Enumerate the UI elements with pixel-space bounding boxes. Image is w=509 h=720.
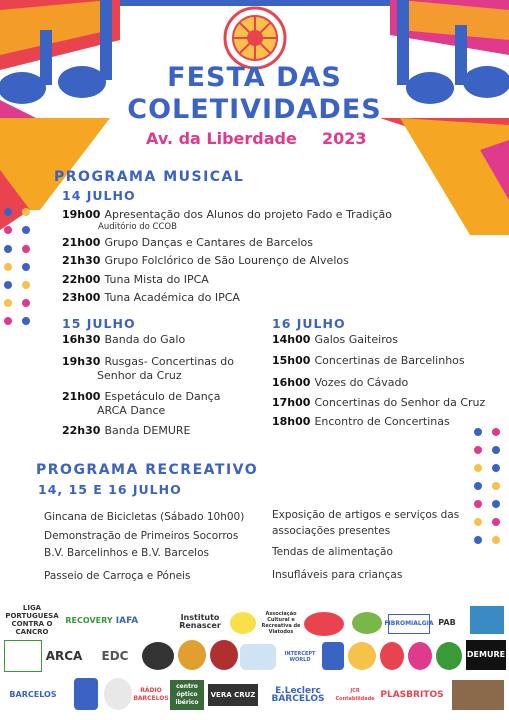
day3-item <box>272 415 450 429</box>
day1-item <box>62 273 209 287</box>
recreativo-right-item: Tendas de alimentação <box>272 546 393 558</box>
sponsor-logo-iafa: IAFA <box>115 616 139 626</box>
item-text: Grupo Folclórico de São Lourenço de Alvelos <box>104 254 349 267</box>
item-time: 16h00 <box>272 376 311 389</box>
sponsor-logo-grey-seal <box>104 678 132 710</box>
subtitle-year: 2023 <box>322 129 367 148</box>
item-text: Vozes do Cávado <box>314 376 409 389</box>
sponsor-logo-crest-blue <box>322 642 344 670</box>
item-text: Apresentação dos Alunos do projeto Fado e Tradição <box>104 208 392 221</box>
day1-item <box>62 291 240 305</box>
day2-item <box>62 390 220 404</box>
item-time: 15h00 <box>272 354 311 367</box>
sponsor-logo-recovery: RECOVERY <box>65 616 113 625</box>
item-text: Concertinas de Barcelinhos <box>314 354 465 367</box>
sponsor-logo-green-seal <box>352 612 382 634</box>
day2-item <box>62 355 234 369</box>
item-time: 19h00 <box>62 208 101 221</box>
musical-heading: PROGRAMA MUSICAL <box>54 169 245 185</box>
item-time: 22h00 <box>62 273 101 286</box>
day1-label: 14 JULHO <box>62 188 136 203</box>
sponsor-logo-centro-optico: centro óptico ibérico <box>170 680 204 710</box>
recreativo-heading: PROGRAMA RECREATIVO <box>36 462 259 478</box>
item-time: 21h00 <box>62 390 101 403</box>
sponsor-logo-green-box <box>4 640 42 672</box>
day1-venue: Auditório do CCOB <box>98 222 177 232</box>
day3-item <box>272 333 398 347</box>
item-time: 19h30 <box>62 355 101 368</box>
sponsor-logo-plasbritos: PLASBRITOS <box>380 690 444 700</box>
sponsor-logo-yellow-seal <box>348 642 376 670</box>
day3-item <box>272 396 485 410</box>
sponsor-logo-photo <box>452 680 504 710</box>
sponsor-logo-edc: EDC <box>101 649 129 663</box>
sponsor-logo-light-blue <box>240 644 276 670</box>
day1-item <box>62 208 392 222</box>
item-text: Banda DEMURE <box>104 424 191 437</box>
sponsor-logo-blue-badge <box>470 606 504 634</box>
item-text: Rusgas- Concertinas do <box>104 355 234 368</box>
sponsor-logo-leclerc: E.Leclerc BARCELOS <box>271 686 325 704</box>
item-text: Galos Gaiteiros <box>314 333 398 346</box>
recreativo-right-item: Insufláveis para crianças <box>272 569 403 581</box>
sponsor-logo-barcelos: BARCELOS <box>9 690 57 699</box>
item-time: 18h00 <box>272 415 311 428</box>
sponsor-logo-barcelos-club <box>210 640 238 670</box>
day3-item <box>272 354 465 368</box>
item-time: 17h00 <box>272 396 311 409</box>
sponsor-logo-fibromialgia: FIBROMIALGIA <box>388 614 430 634</box>
item-text: Espetáculo de Dança <box>104 390 221 403</box>
sponsor-logo-vera-cruz: VERA CRUZ <box>208 684 258 706</box>
item-time: 21h30 <box>62 254 101 267</box>
sponsor-logo-red-seal-2 <box>380 642 404 670</box>
sponsor-logo-intercept: INTERCEPT WORLD <box>284 651 316 663</box>
left-dot-grid <box>4 208 30 325</box>
item-time: 16h30 <box>62 333 101 346</box>
sponsor-logo-lpcc: LIGA PORTUGUESA CONTRA O CANCRO <box>5 604 59 636</box>
sponsor-logo-heart <box>142 642 174 670</box>
item-time: 23h00 <box>62 291 101 304</box>
recreativo-left-item: Demonstração de Primeiros Socorros <box>44 530 239 542</box>
item-time: 14h00 <box>272 333 311 346</box>
item-text: Tuna Mista do IPCA <box>104 273 209 286</box>
day3-label: 16 JULHO <box>272 316 346 331</box>
item-text: Encontro de Concertinas <box>314 415 450 428</box>
sponsor-logo-radio-barcelos: RÁDIO BARCELOS <box>133 687 169 702</box>
sponsor-logo-red-seal <box>304 612 344 636</box>
item-time: 21h00 <box>62 236 101 249</box>
sponsor-logo-demure: DEMURE <box>466 640 506 670</box>
day3-item <box>272 376 408 390</box>
recreativo-left-item: B.V. Barcelinhos e B.V. Barcelos <box>44 547 209 559</box>
festival-emblem-logo <box>225 8 285 68</box>
day1-item <box>62 254 349 268</box>
sponsor-logo-jcr: JCR Contabilidade <box>335 688 375 702</box>
sponsor-logo-pab: PAB <box>438 618 456 627</box>
item-text: Grupo Danças e Cantares de Barcelos <box>104 236 314 249</box>
sponsor-logo-renascer: Instituto Renascer <box>179 613 221 630</box>
day1-item <box>62 236 313 250</box>
recreativo-right-item: Exposição de artigos e serviços das <box>272 509 460 521</box>
recreativo-days: 14, 15 E 16 JULHO <box>38 482 182 497</box>
sponsor-logo-acr: Associação Cultural e Recreativa de Viatodos <box>261 611 301 635</box>
recreativo-left-item: Gincana de Bicicletas (Sábado 10h00) <box>44 511 245 523</box>
subtitle-location: Av. da Liberdade <box>146 129 297 148</box>
recreativo-left-item: Passeio de Carroça e Póneis <box>44 570 191 582</box>
sponsor-logo-green-seal-2 <box>436 642 462 670</box>
item-time: 22h30 <box>62 424 101 437</box>
sponsor-logo-emblem <box>230 612 256 634</box>
title-line-1: FESTA DAS <box>167 62 342 93</box>
item-text: Banda do Galo <box>104 333 186 346</box>
item-text: Tuna Académica do IPCA <box>104 291 240 304</box>
title-line-2: COLETIVIDADES <box>127 94 382 125</box>
day2-item <box>62 333 185 347</box>
day2-item-cont: Senhor da Cruz <box>97 369 182 382</box>
sponsor-logo-crest <box>74 678 98 710</box>
day2-item-cont: ARCA Dance <box>97 404 166 417</box>
sponsor-logo-pink-seal <box>408 642 432 670</box>
day2-label: 15 JULHO <box>62 316 136 331</box>
item-text: Concertinas do Senhor da Cruz <box>314 396 486 409</box>
sponsor-logo-arca: ARCA <box>45 649 83 663</box>
right-dot-grid <box>474 428 500 544</box>
day2-item <box>62 424 191 438</box>
sponsor-logo-rooster <box>178 640 206 670</box>
recreativo-right-item: associações presentes <box>272 525 391 537</box>
